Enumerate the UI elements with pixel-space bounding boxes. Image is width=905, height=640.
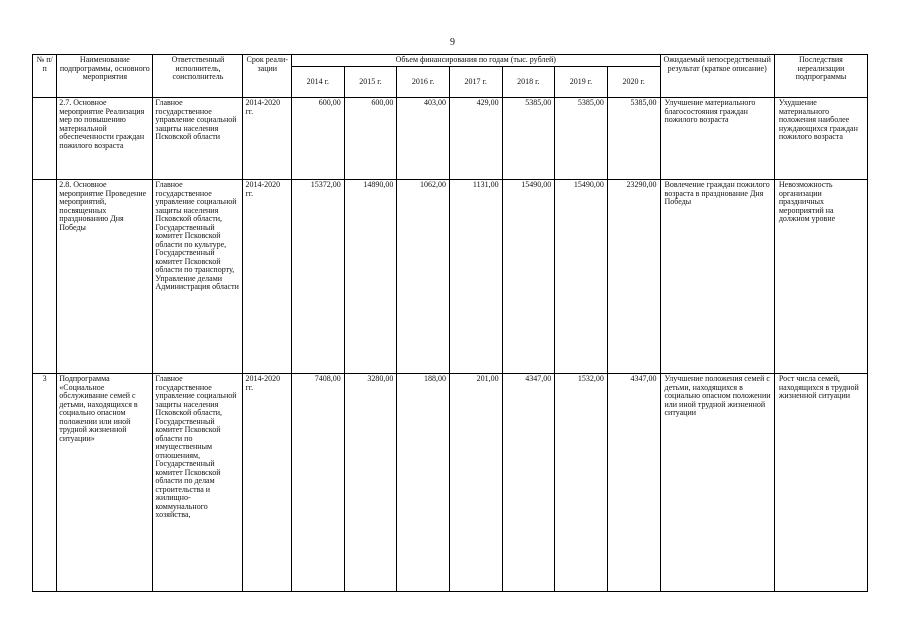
row-value-2016: 1062,00 [397, 180, 450, 374]
row-value-2017: 201,00 [449, 374, 502, 592]
row-value-2018: 4347,00 [502, 374, 555, 592]
row-value-2016: 188,00 [397, 374, 450, 592]
row-value-2019: 15490,00 [555, 180, 608, 374]
table-row [33, 180, 868, 374]
row-value-2014: 600,00 [292, 98, 345, 180]
row-value-2019: 1532,00 [555, 374, 608, 592]
header-no: № п/п [33, 55, 57, 98]
row-value-2018: 5385,00 [502, 98, 555, 180]
row-result: Улучшение положения семей с детьми, находящихся в социально опасном положении или иной трудной жизненной ситуации [660, 374, 774, 592]
header-year: 2019 г. [555, 67, 608, 98]
row-name: Подпрограмма «Социальное обслуживание семей с детьми, находящихся в социально опасном положении или иной трудной жизненной ситуации» [57, 374, 153, 592]
row-value-2015: 14890,00 [344, 180, 397, 374]
header-year: 2017 г. [449, 67, 502, 98]
row-result: Вовлечение граждан пожилого возраста в празднование Дня Победы [660, 180, 774, 374]
page-number: 9 [450, 37, 455, 48]
row-name: 2.7. Основное мероприятие Реализация мер по повышению материальной обеспеченности граждан пожилого возраста [57, 98, 153, 180]
header-year: 2014 г. [292, 67, 345, 98]
row-value-2017: 429,00 [449, 98, 502, 180]
row-term: 2014-2020 гг. [243, 180, 292, 374]
row-executor: Главное государственное управление социальной защиты населения Псковской области [153, 98, 243, 180]
row-value-2020: 5385,00 [607, 98, 660, 180]
header-result: Ожидаемый непосредственный результат (краткое описание) [660, 55, 774, 98]
row-executor: Главное государственное управление социальной защиты населения Псковской области, Государственный комитет Псковской области по культуре, Государственный комитет Псковской области по транспорту, Управление делами Администрация области [153, 180, 243, 374]
program-table [32, 54, 868, 592]
header-name: Наименование подпрограммы, основного мероприятия [57, 55, 153, 98]
row-consequences: Невозможность организации праздничных мероприятий на должном уровне [774, 180, 867, 374]
row-term: 2014-2020 гг. [243, 98, 292, 180]
header-year: 2015 г. [344, 67, 397, 98]
header-executor: Ответственный исполнитель, соисполнитель [153, 55, 243, 98]
table-row [33, 374, 868, 592]
row-term: 2014-2020 гг. [243, 374, 292, 592]
row-value-2014: 15372,00 [292, 180, 345, 374]
row-no [33, 98, 57, 180]
row-name: 2.8. Основное мероприятие Проведение мероприятий, посвященных празднованию Дня Победы [57, 180, 153, 374]
header-funding: Объем финансирования по годам (тыс. рублей) [292, 55, 660, 67]
row-value-2018: 15490,00 [502, 180, 555, 374]
table-row [33, 98, 868, 180]
row-value-2015: 3280,00 [344, 374, 397, 592]
header-year: 2020 г. [607, 67, 660, 98]
row-value-2016: 403,00 [397, 98, 450, 180]
row-value-2020: 23290,00 [607, 180, 660, 374]
header-consequences: Последствия нереализации подпрограммы [774, 55, 867, 98]
row-value-2015: 600,00 [344, 98, 397, 180]
row-executor: Главное государственное управление социальной защиты населения Псковской области, Государственный комитет Псковской области по имущественным отношениям, Государственный комитет Псковской области по делам строительства и жилищно-коммунального хозяйства, [153, 374, 243, 592]
header-year: 2016 г. [397, 67, 450, 98]
row-value-2019: 5385,00 [555, 98, 608, 180]
row-value-2017: 1131,00 [449, 180, 502, 374]
row-no: 3 [33, 374, 57, 592]
row-result: Улучшение материального благосостояния граждан пожилого возраста [660, 98, 774, 180]
header-year: 2018 г. [502, 67, 555, 98]
row-consequences: Рост числа семей, находящихся в трудной жизненной ситуации [774, 374, 867, 592]
row-no [33, 180, 57, 374]
header-term: Срок реали-зации [243, 55, 292, 98]
row-consequences: Ухудшение материального положения наиболее нуждающихся граждан пожилого возраста [774, 98, 867, 180]
row-value-2014: 7408,00 [292, 374, 345, 592]
row-value-2020: 4347,00 [607, 374, 660, 592]
